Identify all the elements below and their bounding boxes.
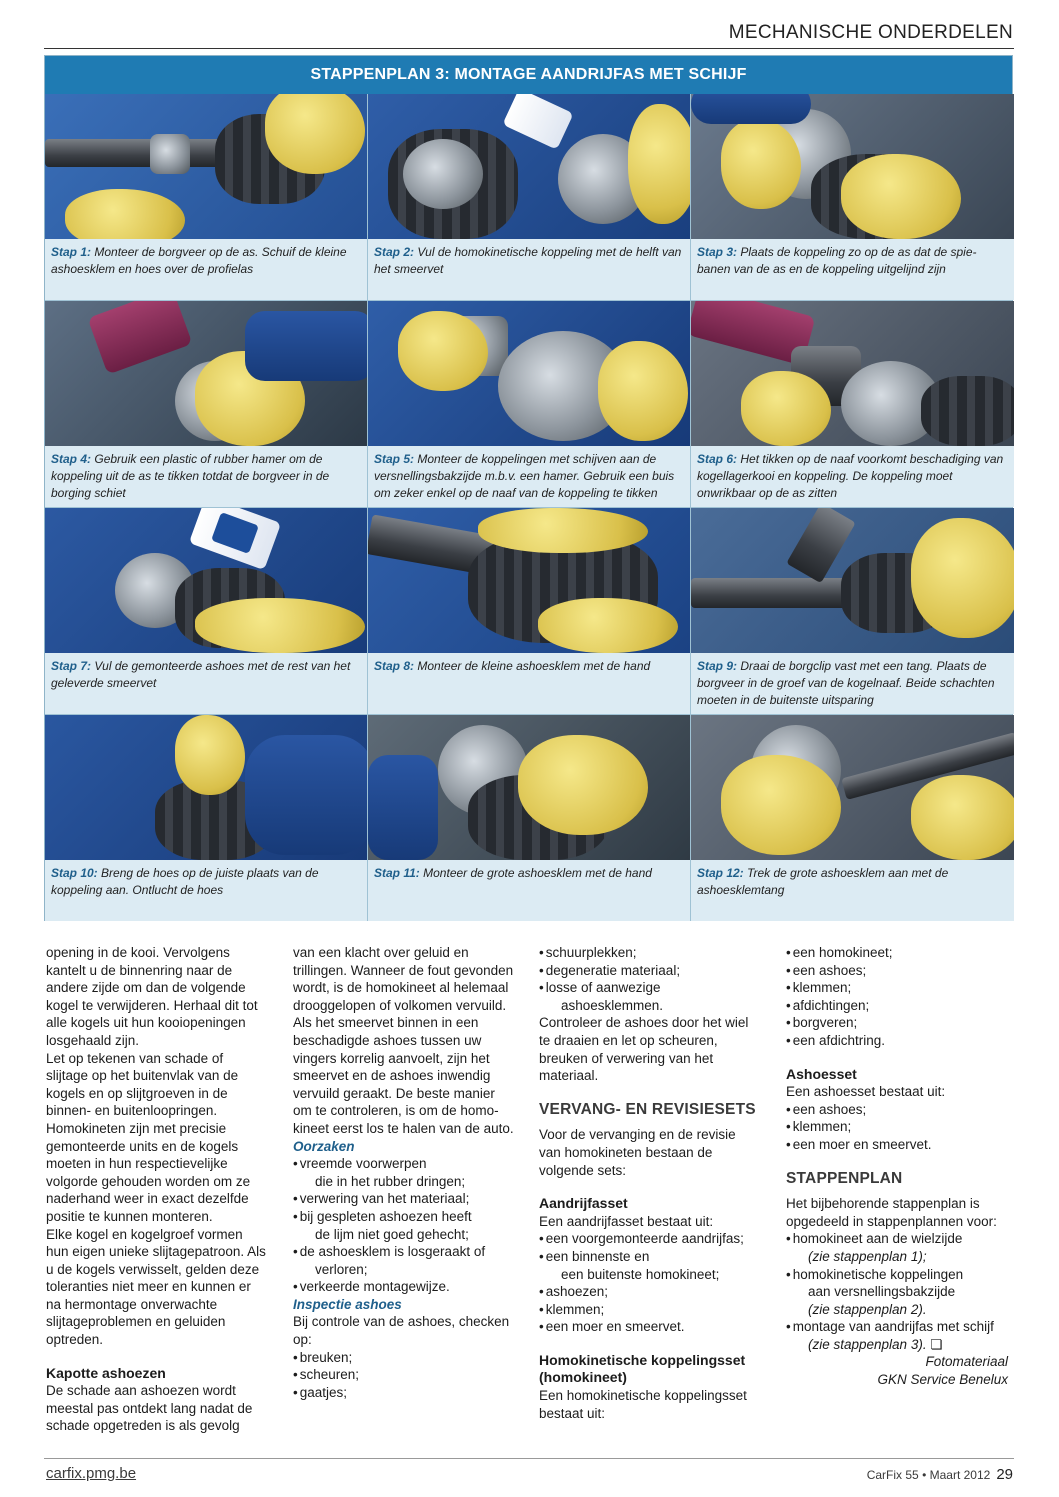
- heading-stappenplan: STAPPENPLAN: [786, 1169, 903, 1187]
- heading-vervang-revisiesets: VERVANG- EN REVISIESETS: [539, 1100, 756, 1118]
- list-item: • losse of aanwezige ashoesklemmen.: [539, 979, 761, 1014]
- list-item: • een ashoes;: [786, 962, 1008, 980]
- steps-grid: [45, 94, 1012, 921]
- list-item: • een afdichtring.: [786, 1032, 1008, 1050]
- step-6-caption: Stap 6: Het tikken op de naaf voorkomt beschadiging van kogellagerkooi en koppeling. De koppeling moet onwrikbaar op de as zitten: [697, 452, 1004, 500]
- step-7-caption: Stap 7: Vul de gemonteerde ashoes met de rest van het geleverde smeervet: [51, 659, 351, 690]
- list-item: • een binnenste en een buitenste homokineet;: [539, 1248, 761, 1283]
- step-card: [691, 94, 1014, 300]
- step-10-caption: Stap 10: Breng de hoes op de juiste plaats van de koppeling aan. Ontlucht de hoes: [51, 866, 319, 897]
- step-2-photo: [368, 94, 690, 239]
- paragraph: De schade aan ashoezen wordt meestal pas ontdekt lang nadat de schade opgetreden is als gevolg: [46, 1383, 253, 1434]
- list-item: • een moer en smeervet.: [539, 1318, 761, 1336]
- paragraph: Voor de vervanging en de revisie van homokineten bestaan de volgende sets:: [539, 1127, 736, 1178]
- subheading-inspectie-ashoes: Inspectie ashoes: [293, 1296, 402, 1312]
- list-item: • klemmen;: [539, 1301, 761, 1319]
- paragraph: Bij controle van de ashoes, checken op:: [293, 1314, 510, 1348]
- step-card: [691, 508, 1014, 714]
- step-10-photo: [45, 715, 367, 860]
- step-1-caption: Stap 1: Monteer de borgveer op de as. Schuif de kleine ashoesklem en hoes over de profielas: [51, 245, 347, 276]
- step-4-photo: [45, 301, 367, 446]
- list-item: • homokineet aan de wielzijde (zie stappenplan 1);: [786, 1230, 1008, 1265]
- checks-list-cont: [539, 944, 761, 1014]
- step-5-photo: [368, 301, 690, 446]
- step-7-photo: [45, 508, 367, 653]
- text-column-1: [46, 944, 268, 1435]
- list-item: • bij gespleten ashoezen heeft de lijm niet goed gehecht;: [293, 1208, 515, 1243]
- step-8-photo: [368, 508, 690, 653]
- end-mark-icon: ❏: [930, 1336, 943, 1352]
- section-title: MECHANISCHE ONDERDELEN: [728, 22, 1013, 43]
- paragraph: van een klacht over geluid en trillingen. Wanneer de fout gevonden wordt, is de homokineet al helemaal drooggelopen of volkomen vervuild.: [293, 945, 514, 1013]
- list-item: • verkeerde montagewijze.: [293, 1278, 515, 1296]
- paragraph: Een ashoesset bestaat uit:: [786, 1084, 946, 1100]
- step-card: [45, 301, 367, 507]
- step-5-caption: Stap 5: Monteer de koppelingen met schijven aan de versnellingsbakzijde m.b.v. een hamer. Gebruik een buis om zeker enkel op de naaf van de koppeling te tikken: [374, 452, 675, 500]
- list-item: • ashoezen;: [539, 1283, 761, 1301]
- subheading-oorzaken: Oorzaken: [293, 1138, 355, 1154]
- paragraph: Let op tekenen van schade of slijtage op het buitenvlak van de kogels en op slijtgroeven in de binnen- en buitenloopringen.: [46, 1050, 239, 1119]
- paragraph: Het bijbehorende stappenplan is opgedeeld in stappenplannen voor:: [786, 1196, 997, 1229]
- step-6-photo: [691, 301, 1014, 446]
- text-column-4: [786, 944, 1008, 1389]
- step-card: [691, 715, 1014, 921]
- checks-list: [293, 1349, 515, 1402]
- step-card: [368, 508, 690, 714]
- list-item: • de ashoesklem is losgeraakt of verloren;: [293, 1243, 515, 1278]
- homokineet-list: [786, 944, 1008, 1050]
- step-3-caption: Stap 3: Plaats de koppeling zo op de as dat de spie-banen van de as en de koppeling uitgelijnd zijn: [697, 245, 977, 276]
- step-4-caption: Stap 4: Gebruik een plastic of rubber hamer om de koppeling uit de as te tikken totdat de borgveer in de borging schiet: [51, 452, 330, 500]
- paragraph: Als het smeervet binnen in een beschadigde ashoes tussen uw vingers korrelig aanvoelt, zijn het smeervet en de ashoes inwendig vervuild geraakt. De beste manier om te controleren, is om de homo-kineet eerst los te halen van de auto.: [293, 1015, 514, 1136]
- step-11-caption: Stap 11: Monteer de grote ashoesklem met de hand: [374, 866, 652, 880]
- page-number: 29: [996, 1466, 1013, 1483]
- paragraph: Een homokinetische koppelingsset bestaat uit:: [539, 1388, 747, 1421]
- list-item: • scheuren;: [293, 1366, 515, 1384]
- step-8-caption: Stap 8: Monteer de kleine ashoesklem met de hand: [374, 659, 651, 673]
- step-card: [368, 715, 690, 921]
- list-item: • homokinetische koppelingen aan versnellingsbakzijde (zie stappenplan 2).: [786, 1266, 1008, 1319]
- subheading-kapotte-ashoezen: Kapotte ashoezen: [46, 1364, 166, 1381]
- step-11-photo: [368, 715, 690, 860]
- paragraph: opening in de kooi. Vervolgens kantelt u de binnenring naar de andere zijde om dan de volgende kogel te verwijderen. Herhaal dit tot alle kogels uit hun kooiopeningen losgehaald zijn.: [46, 945, 258, 1048]
- subheading-aandrijfasset: Aandrijfasset: [539, 1195, 628, 1212]
- step-card: [45, 715, 367, 921]
- list-item: • borgveren;: [786, 1014, 1008, 1032]
- text-column-3: [539, 944, 761, 1422]
- step-3-photo: [691, 94, 1014, 239]
- list-item: • schuurplekken;: [539, 944, 761, 962]
- footer-website-link[interactable]: carfix.pmg.be: [46, 1465, 137, 1482]
- list-item: • afdichtingen;: [786, 997, 1008, 1015]
- step-1-photo: [45, 94, 367, 239]
- list-item: • een voorgemonteerde aandrijfas;: [539, 1230, 761, 1248]
- step-12-photo: [691, 715, 1014, 860]
- paragraph: Elke kogel en kogelgroef vormen hun eigen unieke slijtagepatroon. Als u de kogels verwisselt, gelden deze toleranties niet meer en kunnen er na hermontage onverwachte slijtageproblemen en geluiden optreden.: [46, 1226, 266, 1348]
- subheading-ashoesset: Ashoesset: [786, 1065, 857, 1082]
- text-column-2: [293, 944, 515, 1401]
- causes-list: [293, 1155, 515, 1296]
- footer-rule: [44, 1458, 1014, 1459]
- paragraph: Homokineten zijn met precisie gemonteerde units en de kogels moeten in hun respectievelijke volgorde gehouden worden om ze naderhand weer in exact dezelfde positie te kunnen monteren.: [46, 1120, 251, 1224]
- step-2-caption: Stap 2: Vul de homokinetische koppeling met de helft van het smeervet: [374, 245, 682, 276]
- list-item: • klemmen;: [786, 979, 1008, 997]
- list-item: • verwering van het materiaal;: [293, 1190, 515, 1208]
- step-card: [45, 508, 367, 714]
- photo-credit: Fotomateriaal GKN Service Benelux: [877, 1354, 1008, 1388]
- list-item: • klemmen;: [786, 1118, 1008, 1136]
- steps-panel: [44, 55, 1013, 921]
- list-item: • montage van aandrijfas met schijf (zie stappenplan 3). ❏: [786, 1318, 1008, 1353]
- list-item: • breuken;: [293, 1349, 515, 1367]
- ashoesset-list: [786, 1101, 1008, 1154]
- footer-issue-info: CarFix 55 • Maart 2012 29: [866, 1466, 1013, 1483]
- step-card: [45, 94, 367, 300]
- step-9-photo: [691, 508, 1014, 653]
- step-card: [691, 301, 1014, 507]
- list-item: • een ashoes;: [786, 1101, 1008, 1119]
- list-item: • vreemde voorwerpen die in het rubber dringen;: [293, 1155, 515, 1190]
- step-card: [368, 94, 690, 300]
- panel-title: STAPPENPLAN 3: MONTAGE AANDRIJFAS MET SCHIJF: [45, 56, 1012, 94]
- step-card: [368, 301, 690, 507]
- paragraph: Een aandrijfasset bestaat uit:: [539, 1213, 714, 1229]
- plan-list: [786, 1230, 1008, 1353]
- aandrijfasset-list: [539, 1230, 761, 1336]
- list-item: • degeneratie materiaal;: [539, 962, 761, 980]
- paragraph: Controleer de ashoes door het wiel te draaien en let op scheuren, breuken of verwering van het materiaal.: [539, 1015, 749, 1084]
- list-item: • een moer en smeervet.: [786, 1136, 1008, 1154]
- step-9-caption: Stap 9: Draai de borgclip vast met een tang. Plaats de borgveer in de groef van de kogelnaaf. Beide schachten moeten in de buitenste uitsparing: [697, 659, 995, 707]
- header-rule: [44, 48, 1014, 49]
- list-item: • gaatjes;: [293, 1384, 515, 1402]
- step-12-caption: Stap 12: Trek de grote ashoesklem aan met de ashoesklemtang: [697, 866, 949, 897]
- subheading-homokinetische-koppelingsset: Homokinetische koppelingsset (homokineet): [539, 1351, 746, 1386]
- list-item: • een homokineet;: [786, 944, 1008, 962]
